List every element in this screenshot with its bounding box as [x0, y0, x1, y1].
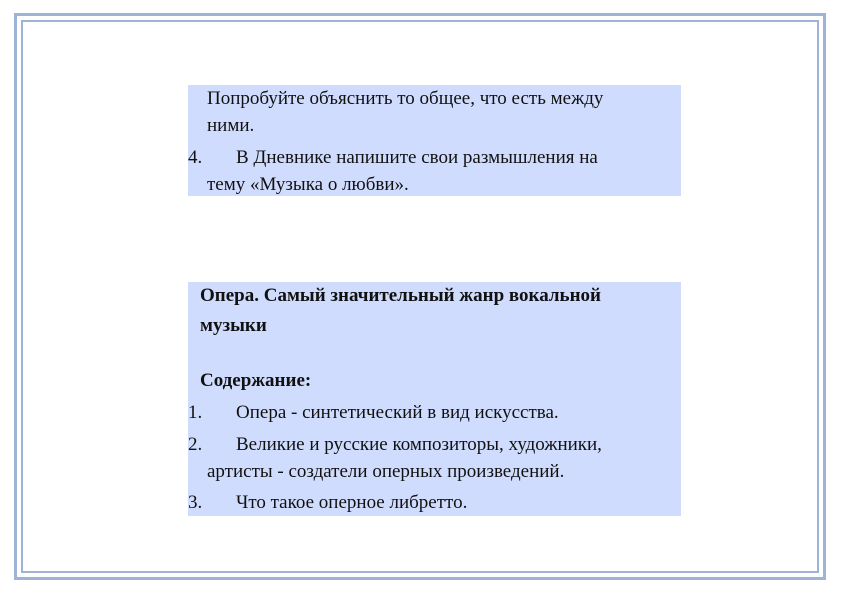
list-number: 2. — [188, 434, 203, 455]
assignment-line: Попробуйте объяснить то общее, что есть между — [207, 88, 604, 109]
list-item: Опера - синтетический в вид искусства. — [236, 402, 559, 423]
contents-heading: Содержание: — [200, 370, 312, 391]
list-number: 1. — [188, 402, 203, 423]
lesson-title: музыки — [200, 315, 267, 336]
assignment-line: ними. — [207, 115, 255, 136]
list-item: Что такое оперное либретто. — [236, 492, 468, 513]
assignment-line: В Дневнике напишите свои размышления на — [236, 147, 598, 168]
list-item: артисты - создатели оперных произведений. — [207, 461, 565, 482]
list-number: 3. — [188, 492, 203, 513]
list-item: Великие и русские композиторы, художники, — [236, 434, 602, 455]
assignment-line: тему «Музыка о любви». — [207, 174, 409, 195]
lesson-contents-block — [188, 282, 681, 516]
assignment-text-block — [188, 85, 681, 196]
lesson-title: Опера. Самый значительный жанр вокальной — [200, 285, 601, 306]
list-number: 4. — [188, 147, 203, 168]
